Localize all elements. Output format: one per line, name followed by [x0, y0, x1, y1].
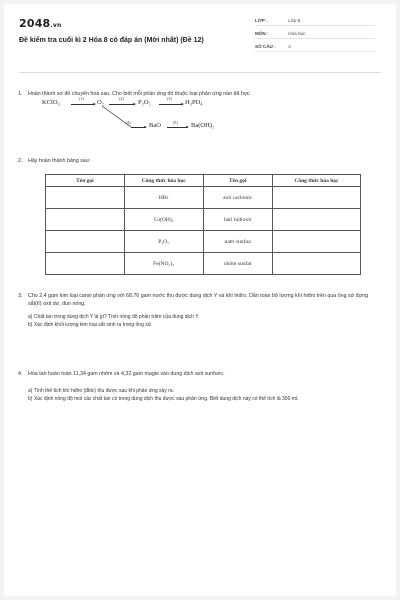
table-cell: [272, 209, 360, 231]
document-header: [4, 4, 396, 64]
arrow-3: [159, 104, 183, 105]
table-cell: [272, 187, 360, 209]
question-number: 2.: [18, 158, 23, 164]
question-text: Hòa tan hoàn toàn 11,34 gam nhôm và 4,32 gam magie vào dung dịch axit sunfuric.: [28, 371, 225, 377]
species-o2: O₂: [97, 99, 104, 106]
table-cell: [46, 209, 125, 231]
logo-text: 2048: [19, 17, 51, 30]
meta-question-count: [255, 44, 375, 49]
table-cell: [46, 253, 125, 275]
arrow-4: [131, 127, 146, 128]
meta-subject: [255, 31, 375, 36]
question-number: 1.: [18, 91, 23, 97]
arrow-label-3: (3): [167, 96, 172, 101]
table-cell: HBr: [124, 187, 203, 209]
meta-subject-key: MÔN :: [255, 31, 269, 36]
table-cell: natri sunfua: [203, 231, 272, 253]
species-baoh2: Ba(OH)₂: [191, 122, 215, 129]
table-cell: Cu(OH)₂: [124, 209, 203, 231]
question-4: [18, 370, 376, 403]
question-number: 3.: [18, 293, 23, 299]
question-text: Cho 2,4 gam kim loại canxi phản ứng với 68,76 gam nước thu được dung dịch Y và khí hiđro. Dẫn toàn bộ lượng khí hiđro trên qua ống sứ đựng sắt(II) oxit dư, đun nóng.: [28, 293, 369, 307]
question-3: [18, 292, 376, 329]
meta-count-value: 4: [288, 44, 291, 49]
document-page: [4, 4, 396, 596]
table-cell: P₂O₅: [124, 231, 203, 253]
document-title: Đề kiểm tra cuối kì 2 Hóa 8 có đáp án (Mới nhất) (Đề 12): [19, 37, 204, 44]
question-text: Hãy hoàn thành bảng sau:: [28, 158, 91, 164]
meta-class-key: LỚP :: [255, 18, 268, 23]
species-h3po4: H₃PO₄: [185, 99, 203, 106]
arrow-label-5: (5): [173, 120, 178, 125]
table-cell: [272, 231, 360, 253]
table-cell: [46, 187, 125, 209]
question-2: [18, 157, 378, 165]
question-part-b: b) Xác định nồng độ mol các chất tan có trong dung dịch thu được sau phản ứng. Biết dung dịch này có thể tích là 300 ml.: [28, 396, 299, 402]
question-part-a: a) Chất tan trong dung dịch Y là gì? Tính nồng độ phần trăm của dung dịch Y: [28, 314, 199, 320]
species-kclo3: KClO₃: [42, 99, 60, 106]
col-header-formula-2: Công thức hóa học: [272, 175, 360, 187]
table-cell: axit cacbonic: [203, 187, 272, 209]
table-row: [46, 253, 361, 275]
arrow-1: [71, 104, 95, 105]
arrow-label-1: (1): [79, 96, 84, 101]
header-divider: [19, 72, 381, 73]
col-header-formula-1: Công thức hóa học: [124, 175, 203, 187]
species-p2o5: P₂O₅: [138, 99, 151, 106]
table-cell: Fe(NO₃)₃: [124, 253, 203, 275]
meta-class-value: Lớp 8: [288, 18, 301, 23]
question-text: Hoàn thành sơ đồ chuyển hoá sau. Cho biết mỗi phản ứng đó thuộc loại phản ứng nào đã học.: [28, 91, 251, 97]
table-row: [46, 187, 361, 209]
table-row: [46, 209, 361, 231]
meta-subject-value: Hóa học: [288, 31, 306, 36]
question-part-b: b) Xác định khối lượng kim loại sắt sinh ra trong ống sứ.: [28, 322, 153, 328]
table-cell: [272, 253, 360, 275]
site-logo[interactable]: [19, 17, 61, 30]
logo-suffix: .vn: [50, 22, 62, 29]
question-part-a: a) Tính thể tích khí hiđro (đktc) thu được sau khi phản ứng xảy ra.: [28, 388, 175, 394]
meta-count-key: SỐ CÂU :: [255, 44, 276, 49]
table-cell: nhôm sunfat: [203, 253, 272, 275]
question-1: [18, 90, 378, 98]
table-cell: [46, 231, 125, 253]
arrow-label-4: (4): [126, 120, 131, 125]
table-header-row: [46, 175, 361, 187]
col-header-name-2: Tên gọi: [203, 175, 272, 187]
table-row: [46, 231, 361, 253]
col-header-name-1: Tên gọi: [46, 175, 125, 187]
compound-table: [45, 174, 361, 275]
arrow-label-2: (2): [119, 96, 124, 101]
species-bao: BaO: [149, 122, 161, 129]
arrow-5: [167, 127, 188, 128]
question-number: 4.: [18, 371, 23, 377]
table-cell: bari hiđroxit: [203, 209, 272, 231]
meta-class: [255, 18, 375, 23]
